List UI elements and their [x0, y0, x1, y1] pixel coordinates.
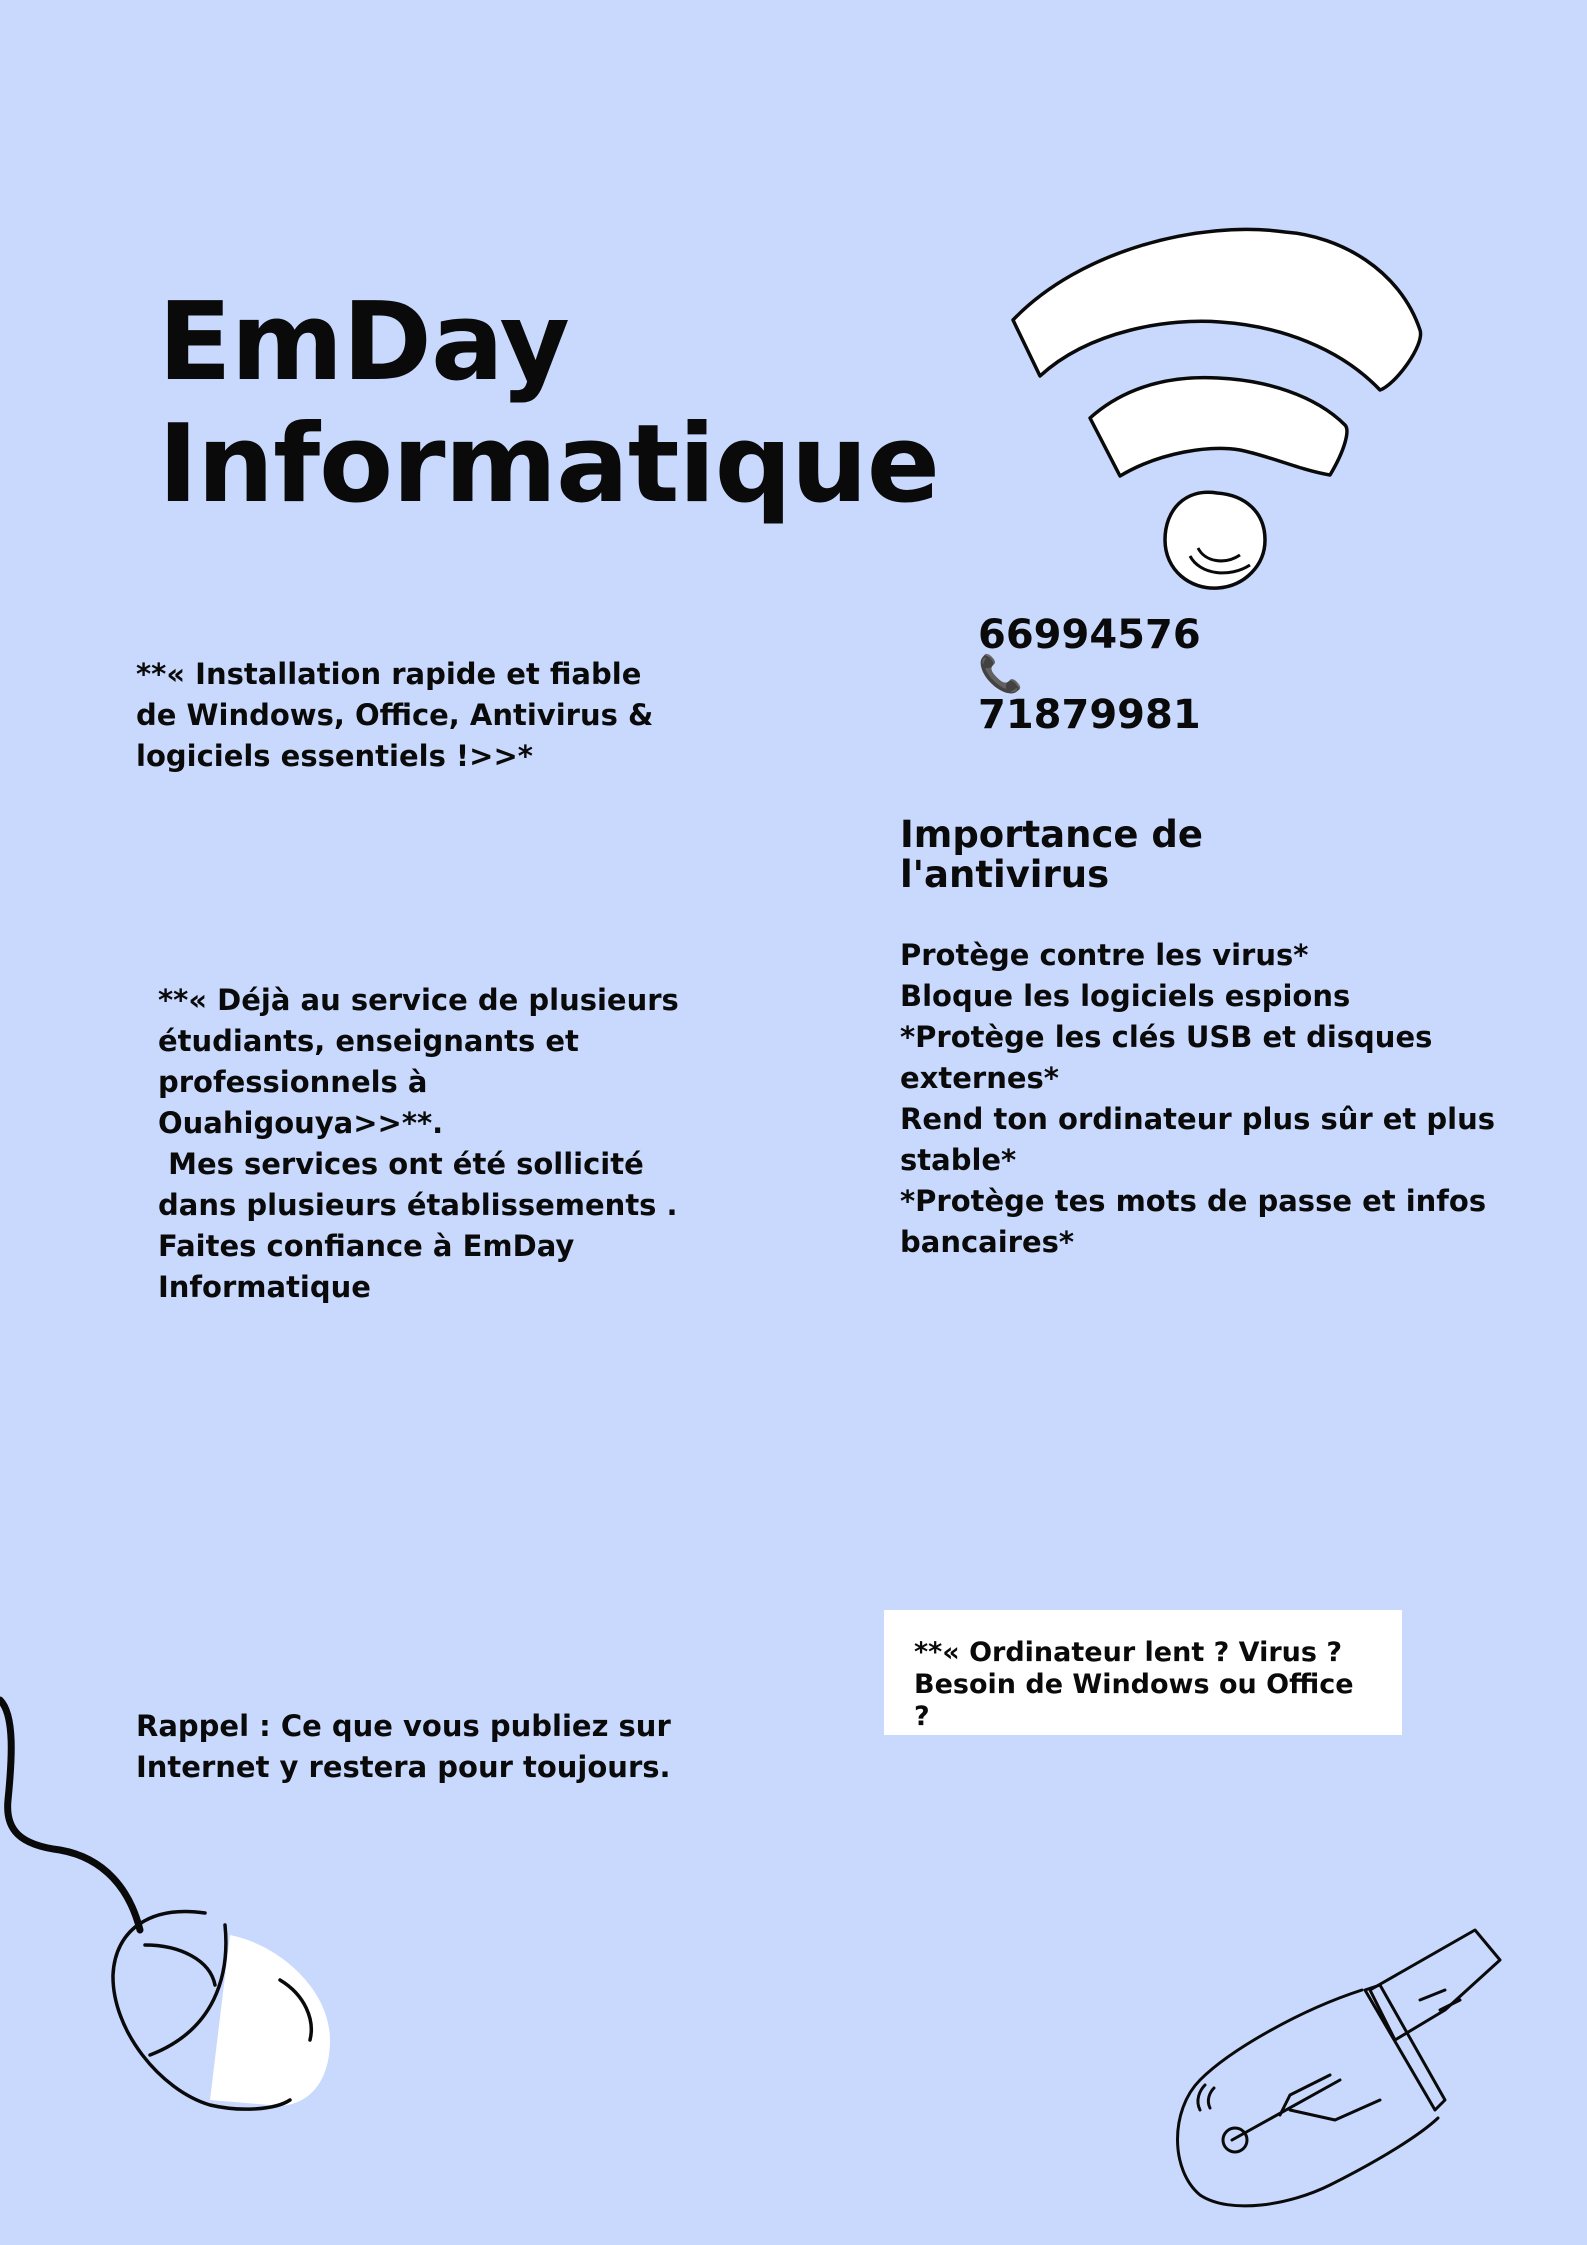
phone-number-1: 66994576 — [978, 612, 1201, 658]
antivirus-item: Rend ton ordinateur plus sûr et plus — [900, 1102, 1495, 1136]
antivirus-item: bancaires* — [900, 1225, 1075, 1259]
antivirus-item: Protège contre les virus* — [900, 938, 1309, 972]
promo-line: ? — [914, 1701, 930, 1732]
service-line: étudiants, enseignants et — [158, 1024, 579, 1058]
antivirus-item: externes* — [900, 1061, 1059, 1095]
service-line: Ouahigouya>>**. — [158, 1106, 444, 1140]
phone-icon: 📞 — [978, 654, 1023, 695]
service-line: Mes services ont été sollicité — [158, 1147, 644, 1181]
service-line: Informatique — [158, 1270, 371, 1304]
antivirus-heading-line-1: Importance de — [900, 813, 1203, 856]
promo-line: Besoin de Windows ou Office — [914, 1669, 1354, 1700]
antivirus-item: *Protège tes mots de passe et infos — [900, 1184, 1487, 1218]
title-line-2: Informatique — [158, 402, 940, 527]
install-line: de Windows, Office, Antivirus & — [136, 698, 654, 732]
install-line: **« Installation rapide et fiable — [136, 657, 642, 691]
title-line-1: EmDay — [158, 280, 569, 405]
reminder-line: Internet y restera pour toujours. — [136, 1750, 671, 1784]
service-line: dans plusieurs établissements . — [158, 1188, 678, 1222]
install-line: logiciels essentiels !>>* — [136, 739, 533, 773]
promo-line: **« Ordinateur lent ? Virus ? — [914, 1637, 1343, 1668]
antivirus-item: *Protège les clés USB et disques — [900, 1020, 1433, 1054]
service-line: **« Déjà au service de plusieurs — [158, 983, 679, 1017]
antivirus-item: Bloque les logiciels espions — [900, 979, 1351, 1013]
service-line: professionnels à — [158, 1065, 428, 1099]
antivirus-heading-line-2: l'antivirus — [900, 853, 1110, 896]
service-line: Faites confiance à EmDay — [158, 1229, 575, 1263]
reminder-line: Rappel : Ce que vous publiez sur — [136, 1709, 671, 1743]
phone-number-2: 71879981 — [978, 692, 1201, 738]
antivirus-item: stable* — [900, 1143, 1017, 1177]
